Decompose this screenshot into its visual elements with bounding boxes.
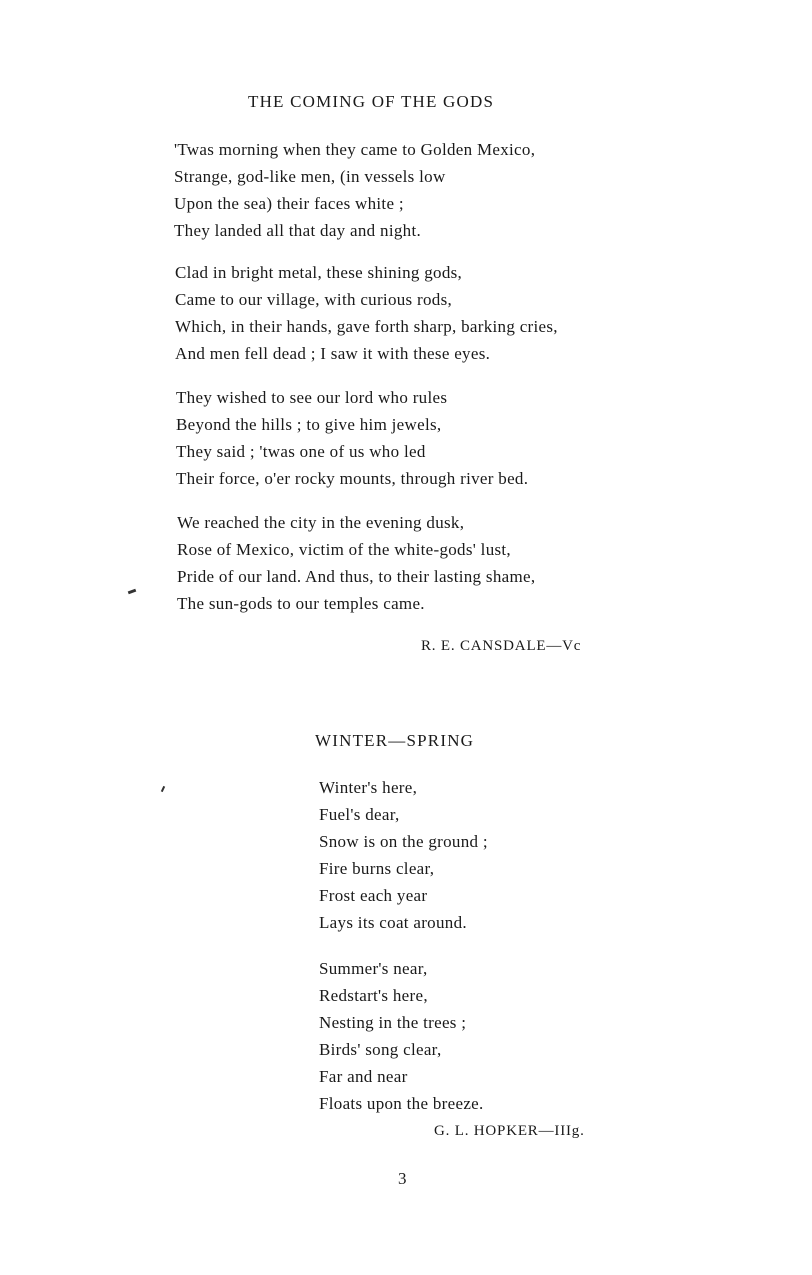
poem-line: Fuel's dear, xyxy=(319,805,400,824)
poem-author: R. E. CANSDALE—Vc xyxy=(421,638,582,654)
poem-line: Frost each year xyxy=(319,886,428,905)
poem-line: Rose of Mexico, victim of the white-gods' lust, xyxy=(177,540,511,559)
poem-line: Far and near xyxy=(319,1067,408,1086)
poem-line: They landed all that day and night. xyxy=(174,221,422,240)
poem-line: Winter's here, xyxy=(319,778,418,797)
poem-line: We reached the city in the evening dusk, xyxy=(177,513,465,532)
poem-line: Birds' song clear, xyxy=(319,1040,442,1059)
poem-line: Redstart's here, xyxy=(319,986,428,1005)
ink-speck xyxy=(128,589,137,595)
poem-line: They said ; 'twas one of us who led xyxy=(176,442,426,461)
poem-line: Clad in bright metal, these shining gods, xyxy=(175,263,463,282)
poem-line: Came to our village, with curious rods, xyxy=(175,290,453,309)
poem-line: They wished to see our lord who rules xyxy=(176,388,448,407)
poem-line: Pride of our land. And thus, to their lasting shame, xyxy=(177,567,536,586)
poem-line: Snow is on the ground ; xyxy=(319,832,488,851)
poem-line: Summer's near, xyxy=(319,959,428,978)
poem-stanza xyxy=(174,136,535,244)
poem-author: G. L. HOPKER—IIIg. xyxy=(434,1123,585,1139)
poem-line: Lays its coat around. xyxy=(319,913,467,932)
poem-line: Their force, o'er rocky mounts, through river bed. xyxy=(176,469,529,488)
poem-line: Floats upon the breeze. xyxy=(319,1094,484,1113)
poem-title: WINTER—SPRING xyxy=(315,731,475,750)
poem-title: THE COMING OF THE GODS xyxy=(248,92,495,111)
poem-line: Strange, god-like men, (in vessels low xyxy=(174,167,446,186)
poem-stanza xyxy=(319,774,488,936)
poem-line: Upon the sea) their faces white ; xyxy=(174,194,404,213)
poem-stanza xyxy=(175,259,558,367)
ink-speck xyxy=(161,786,165,792)
poem-line: Fire burns clear, xyxy=(319,859,435,878)
page-number: 3 xyxy=(398,1169,407,1188)
poem-line: Beyond the hills ; to give him jewels, xyxy=(176,415,442,434)
poem-stanza xyxy=(176,384,528,492)
poem-line: 'Twas morning when they came to Golden Mexico, xyxy=(174,140,536,159)
poem-line: Nesting in the trees ; xyxy=(319,1013,467,1032)
poem-line: And men fell dead ; I saw it with these eyes. xyxy=(175,344,491,363)
poem-stanza xyxy=(319,955,484,1117)
poem-line: Which, in their hands, gave forth sharp, barking cries, xyxy=(175,317,558,336)
poem-line: The sun-gods to our temples came. xyxy=(177,594,425,613)
poem-stanza xyxy=(177,509,535,617)
